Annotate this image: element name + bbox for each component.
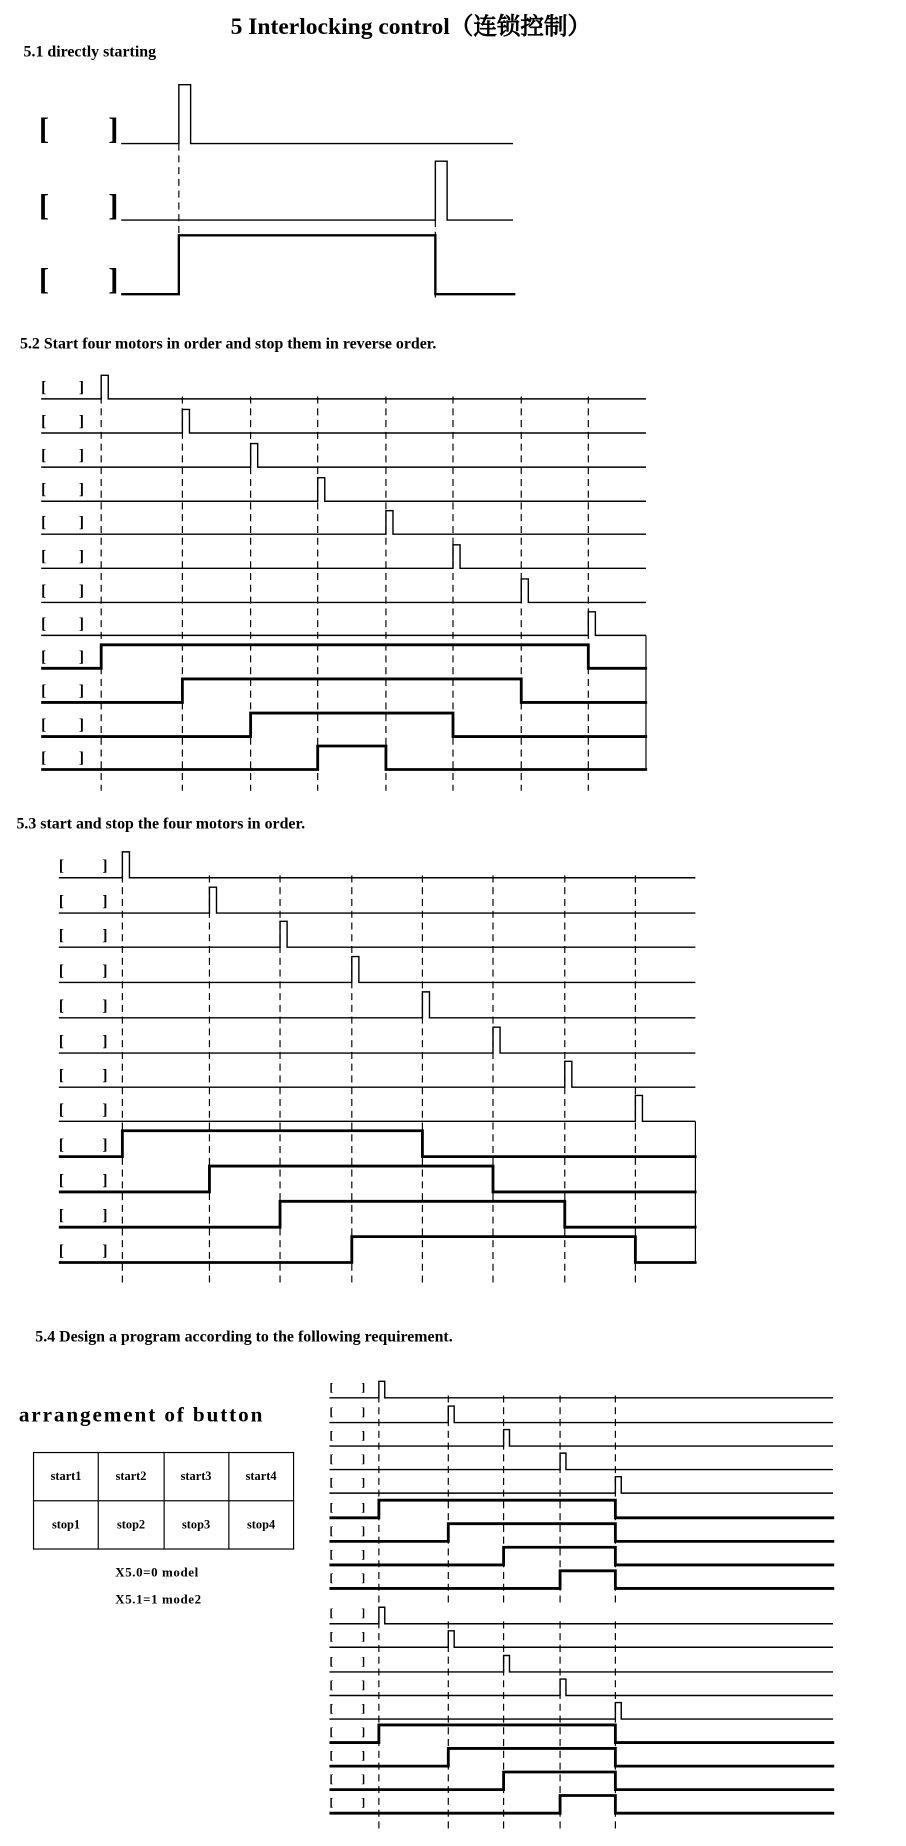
section-5-4-heading: 5.4 Design a program according to the following requirement.	[35, 1327, 453, 1345]
input-pulse-signal	[329, 1607, 833, 1623]
input-pulse-signal	[41, 478, 646, 502]
input-pulse-signal	[41, 579, 646, 603]
label-bracket-open: [	[329, 1678, 334, 1692]
output-level-signal	[59, 1131, 697, 1157]
label-bracket-close: ]	[102, 1207, 108, 1225]
output-level-signal	[59, 1201, 697, 1227]
label-bracket-open: [	[329, 1380, 334, 1394]
label-bracket-open: [	[329, 1606, 334, 1620]
label-bracket-open: [	[58, 1136, 64, 1154]
mode2-note: X5.1=1 mode2	[115, 1593, 202, 1608]
output-level-signal	[41, 679, 647, 703]
label-bracket-open: [	[58, 1101, 64, 1119]
button-start3: start3	[164, 1453, 229, 1501]
input-pulse-signal	[59, 852, 696, 878]
output-level-signal	[41, 645, 647, 669]
label-bracket-close: ]	[102, 1101, 108, 1119]
label-bracket-close: ]	[78, 412, 84, 430]
label-bracket-close: ]	[108, 111, 119, 146]
label-bracket-open: [	[58, 1171, 64, 1189]
input-pulse-signal	[41, 444, 646, 468]
output-level-signal	[41, 746, 647, 770]
label-bracket-open: [	[329, 1571, 334, 1585]
button-start4: start4	[229, 1453, 294, 1501]
label-bracket-close: ]	[102, 927, 108, 945]
button-stop4: stop4	[229, 1501, 294, 1549]
label-bracket-close: ]	[361, 1547, 366, 1561]
label-bracket-open: [	[41, 682, 47, 700]
output-level-signal	[41, 713, 647, 737]
label-bracket-close: ]	[361, 1452, 366, 1466]
input-pulse-signal	[59, 957, 696, 983]
label-bracket-open: [	[329, 1500, 334, 1514]
label-bracket-close: ]	[108, 188, 119, 223]
label-bracket-open: [	[58, 892, 64, 910]
output-level-signal	[59, 1237, 697, 1263]
label-bracket-open: [	[41, 481, 47, 499]
input-pulse-signal	[329, 1631, 833, 1647]
input-pulse-signal	[329, 1703, 833, 1719]
label-bracket-open: [	[329, 1749, 334, 1763]
label-bracket-open: [	[41, 548, 47, 566]
section-5-2-heading: 5.2 Start four motors in order and stop them in reverse order.	[20, 334, 437, 352]
label-bracket-close: ]	[102, 1171, 108, 1189]
button-start2: start2	[99, 1453, 164, 1501]
input-pulse-signal	[41, 545, 646, 569]
label-bracket-open: [	[58, 962, 64, 980]
label-bracket-close: ]	[361, 1405, 366, 1419]
button-stop3: stop3	[164, 1501, 229, 1549]
mode1-note: X5.0=0 model	[115, 1566, 199, 1581]
label-bracket-close: ]	[108, 262, 119, 297]
label-bracket-close: ]	[78, 514, 84, 532]
label-bracket-open: [	[41, 378, 47, 396]
label-bracket-close: ]	[102, 962, 108, 980]
input-pulse-signal	[59, 1095, 696, 1121]
label-bracket-close: ]	[102, 857, 108, 875]
label-bracket-close: ]	[361, 1571, 366, 1585]
label-bracket-open: [	[58, 1033, 64, 1051]
label-bracket-open: [	[329, 1796, 334, 1810]
label-bracket-close: ]	[102, 1033, 108, 1051]
output-level-signal	[329, 1748, 834, 1766]
label-bracket-open: [	[58, 857, 64, 875]
label-bracket-close: ]	[361, 1476, 366, 1490]
button-stop1: stop1	[34, 1501, 99, 1549]
output-level-signal	[329, 1571, 834, 1589]
label-bracket-open: [	[41, 514, 47, 532]
label-bracket-open: [	[329, 1452, 334, 1466]
label-bracket-open: [	[329, 1630, 334, 1644]
button-stop2: stop2	[99, 1501, 164, 1549]
output-level-signal	[329, 1796, 834, 1814]
label-bracket-close: ]	[78, 648, 84, 666]
input-pulse-signal	[59, 1027, 696, 1053]
label-bracket-close: ]	[78, 749, 84, 767]
input-pulse-signal	[41, 409, 646, 433]
label-bracket-open: [	[41, 412, 47, 430]
label-bracket-open: [	[329, 1772, 334, 1786]
label-bracket-open: [	[41, 648, 47, 666]
label-bracket-close: ]	[102, 1067, 108, 1085]
label-bracket-close: ]	[361, 1796, 366, 1810]
label-bracket-close: ]	[361, 1772, 366, 1786]
output-level-signal	[329, 1772, 834, 1790]
label-bracket-close: ]	[361, 1630, 366, 1644]
label-bracket-open: [	[329, 1725, 334, 1739]
input-pulse-signal	[59, 992, 696, 1018]
label-bracket-open: [	[329, 1476, 334, 1490]
label-bracket-close: ]	[361, 1749, 366, 1763]
label-bracket-open: [	[329, 1654, 334, 1668]
label-bracket-open: [	[38, 262, 50, 297]
output-level-signal	[121, 235, 515, 294]
label-bracket-open: [	[41, 749, 47, 767]
label-bracket-close: ]	[361, 1429, 366, 1443]
label-bracket-close: ]	[78, 582, 84, 600]
label-bracket-close: ]	[361, 1678, 366, 1692]
output-level-signal	[59, 1166, 697, 1192]
section-5-1-heading: 5.1 directly starting	[23, 42, 157, 61]
label-bracket-close: ]	[102, 1136, 108, 1154]
input-pulse-signal	[329, 1656, 833, 1672]
label-bracket-close: ]	[78, 378, 84, 396]
input-pulse-signal	[41, 612, 646, 636]
input-pulse-signal	[121, 85, 513, 144]
label-bracket-close: ]	[361, 1725, 366, 1739]
input-pulse-signal	[59, 1061, 696, 1087]
input-pulse-signal	[41, 375, 646, 399]
label-bracket-close: ]	[361, 1500, 366, 1514]
label-bracket-open: [	[41, 582, 47, 600]
label-bracket-close: ]	[78, 716, 84, 734]
label-bracket-open: [	[58, 1207, 64, 1225]
section-5-3-heading: 5.3 start and stop the four motors in order.	[16, 814, 306, 832]
input-pulse-signal	[41, 511, 646, 535]
input-pulse-signal	[121, 161, 513, 220]
input-pulse-signal	[329, 1406, 833, 1422]
output-level-signal	[329, 1500, 834, 1518]
label-bracket-close: ]	[361, 1701, 366, 1715]
input-pulse-signal	[329, 1430, 833, 1446]
input-pulse-signal	[329, 1679, 833, 1695]
label-bracket-close: ]	[361, 1524, 366, 1538]
label-bracket-close: ]	[78, 447, 84, 465]
input-pulse-signal	[329, 1381, 833, 1397]
label-bracket-close: ]	[78, 548, 84, 566]
page-title: 5 Interlocking control（连锁控制）	[230, 14, 592, 41]
label-bracket-open: [	[329, 1429, 334, 1443]
input-pulse-signal	[329, 1477, 833, 1493]
label-bracket-close: ]	[102, 1242, 108, 1260]
label-bracket-open: [	[38, 188, 50, 223]
button-start1: start1	[34, 1453, 99, 1501]
label-bracket-close: ]	[78, 682, 84, 700]
label-bracket-close: ]	[361, 1606, 366, 1620]
label-bracket-open: [	[58, 1067, 64, 1085]
label-bracket-open: [	[329, 1405, 334, 1419]
output-level-signal	[329, 1547, 834, 1565]
label-bracket-open: [	[41, 716, 47, 734]
label-bracket-close: ]	[78, 615, 84, 633]
input-pulse-signal	[329, 1453, 833, 1469]
input-pulse-signal	[59, 887, 696, 913]
label-bracket-close: ]	[361, 1380, 366, 1394]
arrangement-title: arrangement of button	[18, 1402, 265, 1427]
output-level-signal	[329, 1725, 834, 1743]
label-bracket-open: [	[58, 997, 64, 1015]
label-bracket-close: ]	[78, 481, 84, 499]
input-pulse-signal	[59, 921, 696, 947]
label-bracket-open: [	[58, 1242, 64, 1260]
label-bracket-open: [	[41, 615, 47, 633]
label-bracket-open: [	[41, 447, 47, 465]
label-bracket-open: [	[38, 111, 50, 146]
label-bracket-open: [	[58, 927, 64, 945]
label-bracket-open: [	[329, 1547, 334, 1561]
output-level-signal	[329, 1524, 834, 1542]
label-bracket-open: [	[329, 1701, 334, 1715]
label-bracket-open: [	[329, 1524, 334, 1538]
label-bracket-close: ]	[102, 997, 108, 1015]
label-bracket-close: ]	[102, 892, 108, 910]
label-bracket-close: ]	[361, 1654, 366, 1668]
